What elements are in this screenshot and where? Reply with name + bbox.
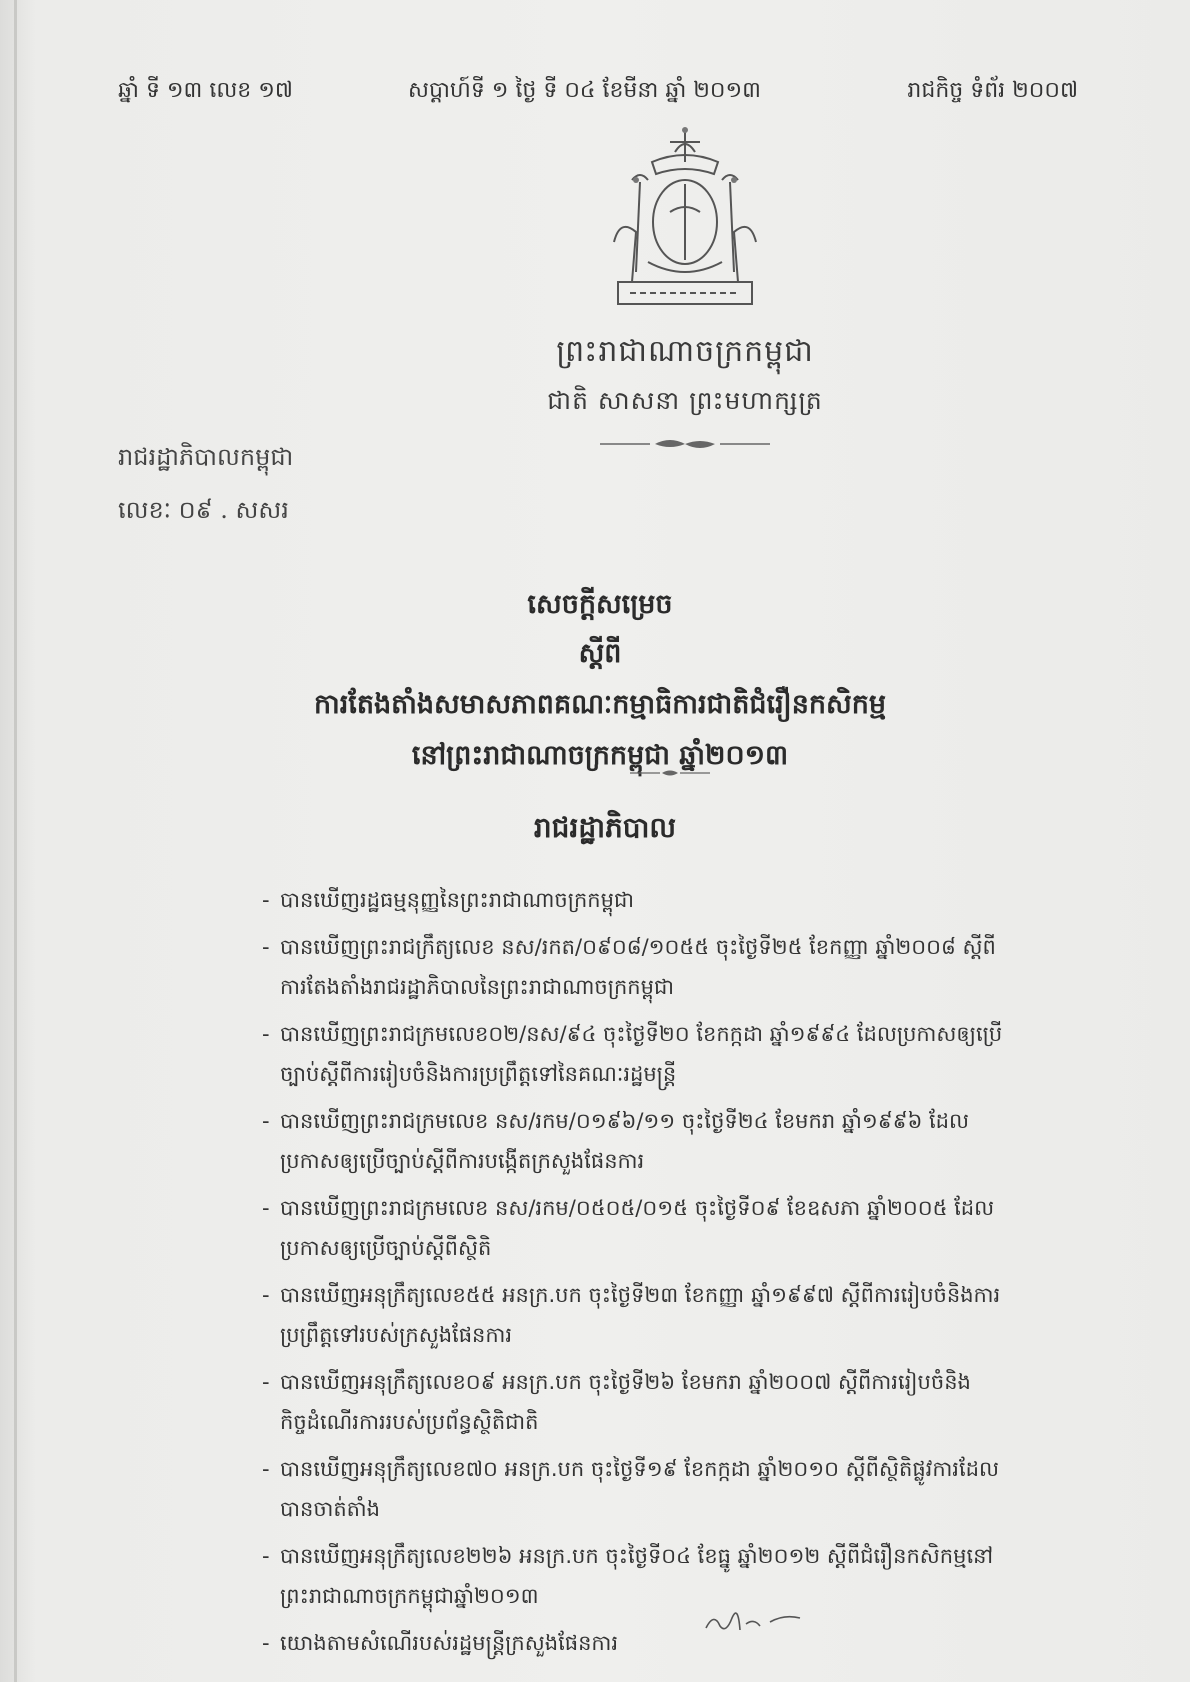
preamble-item (262, 1014, 1130, 1094)
bullet-dash: - (262, 888, 270, 912)
royal-emblem-icon (590, 122, 780, 312)
kingdom-motto: ជាតិ សាសនា ព្រះមហាក្សត្រ (547, 386, 823, 415)
preamble-item (262, 880, 1130, 920)
government-reference (118, 442, 293, 548)
bullet-dash: - (262, 1544, 270, 1568)
preamble-item-line: ព្រះរាជាណាចក្រកម្ពុជាឆ្នាំ២០១៣ (280, 1584, 539, 1608)
bullet-dash: - (262, 1370, 270, 1394)
kingdom-heading (440, 332, 930, 422)
header-date: សប្តាហ៍ទី ១ ថ្ងៃ ទី ០៤ ខែមីនា ឆ្នាំ ២០១៣ (408, 78, 761, 103)
header-issue: ឆ្នាំ ទី ១៣ លេខ ១៧ (118, 78, 293, 103)
preamble-item-line: ប្រកាសឲ្យប្រើច្បាប់ស្តីពីស្ថិតិ (280, 1236, 492, 1260)
gazette-header (118, 72, 1078, 112)
preamble-item-line: ប្រព្រឹត្តទៅរបស់ក្រសួងផែនការ (280, 1323, 513, 1347)
title-about: ស្តីពី (578, 638, 622, 669)
title-subject-line1: ការតែងតាំងសមាសភាពគណៈកម្មាធិការជាតិជំរឿនកសិកម្ម (314, 689, 886, 720)
preamble-item-line: បានឃើញព្រះរាជក្រឹត្យលេខ នស/រកត/០៩០៨/១០៥៥ ចុះថ្ងៃទី២៥ ខែកញ្ញា ឆ្នាំ២០០៨ ស្តីពី (280, 935, 996, 959)
preamble-item-line: ច្បាប់ស្តីពីការរៀបចំនិងការប្រព្រឹត្តទៅនៃគណៈរដ្ឋមន្ត្រី (280, 1062, 677, 1086)
document-number: លេខៈ ០៩ . សសរ (118, 496, 289, 524)
preamble-item (262, 1623, 1130, 1663)
bullet-dash: - (262, 935, 270, 959)
document-title (200, 588, 1000, 778)
preamble-list (262, 880, 1130, 1670)
preamble-item (262, 927, 1130, 1007)
preamble-item (262, 1536, 1130, 1616)
bullet-dash: - (262, 1196, 270, 1220)
bullet-dash: - (262, 1022, 270, 1046)
issuer-heading: រាជរដ្ឋាភិបាល (533, 811, 677, 844)
preamble-item-line: បានឃើញព្រះរាជក្រមលេខ០២/នស/៩៤ ចុះថ្ងៃទី២០ ខែកក្កដា ឆ្នាំ១៩៩៤ ដែលប្រកាសឲ្យប្រើ (280, 1022, 1003, 1046)
kingdom-name: ព្រះរាជាណាចក្រកម្ពុជា (556, 334, 814, 369)
bullet-dash: - (262, 1283, 270, 1307)
ornament-divider-icon (600, 436, 770, 452)
scan-edge (14, 0, 17, 1682)
preamble-item (262, 1188, 1130, 1268)
preamble-item (262, 1101, 1130, 1181)
preamble-item-line: បានឃើញព្រះរាជក្រមលេខ នស/រកម/០១៩៦/១១ ចុះថ្ងៃទី២៤ ខែមករា ឆ្នាំ១៩៩៦ ដែល (280, 1109, 970, 1133)
handwritten-initials-icon (700, 1600, 810, 1640)
preamble-item-line: បានឃើញព្រះរាជក្រមលេខ នស/រកម/០៥០៥/០១៥ ចុះថ្ងៃទី០៩ ខែឧសភា ឆ្នាំ២០០៥ ដែល (280, 1196, 995, 1220)
preamble-item-line: បានឃើញអនុក្រឹត្យលេខ០៩ អនក្រ.បក ចុះថ្ងៃទី២៦ ខែមករា ឆ្នាំ២០០៧ ស្តីពីការរៀបចំនិង (280, 1370, 971, 1394)
header-page: រាជកិច្ច ទំព័រ ២០០៧ (907, 78, 1078, 103)
preamble-item-line: កិច្ចដំណើរការរបស់ប្រព័ន្ធស្ថិតិជាតិ (280, 1410, 539, 1434)
preamble-item-line: ប្រកាសឲ្យប្រើច្បាប់ស្តីពីការបង្កើតក្រសួងផែនការ (280, 1149, 645, 1173)
preamble-item (262, 1362, 1130, 1442)
small-divider-icon (630, 768, 710, 778)
preamble-item (262, 1275, 1130, 1355)
preamble-item-line: បានឃើញអនុក្រឹត្យលេខ២២៦ អនក្រ.បក ចុះថ្ងៃទី០៤ ខែធ្នូ ឆ្នាំ២០១២ ស្តីពីជំរឿនកសិកម្មនៅ (280, 1544, 994, 1568)
preamble-item-line: បានឃើញអនុក្រឹត្យលេខ៥៥ អនក្រ.បក ចុះថ្ងៃទី២៣ ខែកញ្ញា ឆ្នាំ១៩៩៧ ស្តីពីការរៀបចំនិងការ (280, 1283, 1001, 1307)
preamble-item-line: បានចាត់តាំង (280, 1497, 380, 1521)
preamble-item-line: បានឃើញរដ្ឋធម្មនុញ្ញនៃព្រះរាជាណាចក្រកម្ពុជា (280, 888, 634, 912)
preamble-item-line: ការតែងតាំងរាជរដ្ឋាភិបាលនៃព្រះរាជាណាចក្រកម្ពុជា (280, 975, 674, 999)
bullet-dash: - (262, 1109, 270, 1133)
title-subject-line2: នៅព្រះរាជាណាចក្រកម្ពុជា ឆ្នាំ២០១៣ (411, 740, 789, 771)
preamble-item-line: បានឃើញអនុក្រឹត្យលេខ៧០ អនក្រ.បក ចុះថ្ងៃទី១៩ ខែកក្កដា ឆ្នាំ២០១០ ស្តីពីស្ថិតិផ្លូវការដែល (280, 1457, 999, 1481)
bullet-dash: - (262, 1457, 270, 1481)
preamble-item-line: យោងតាមសំណើរបស់រដ្ឋមន្ត្រីក្រសួងផែនការ (280, 1631, 619, 1655)
title-doc-type: សេចក្តីសម្រេច (527, 589, 673, 620)
preamble-item (262, 1449, 1130, 1529)
government-name: រាជរដ្ឋាភិបាលកម្ពុជា (118, 443, 294, 471)
bullet-dash: - (262, 1631, 270, 1655)
